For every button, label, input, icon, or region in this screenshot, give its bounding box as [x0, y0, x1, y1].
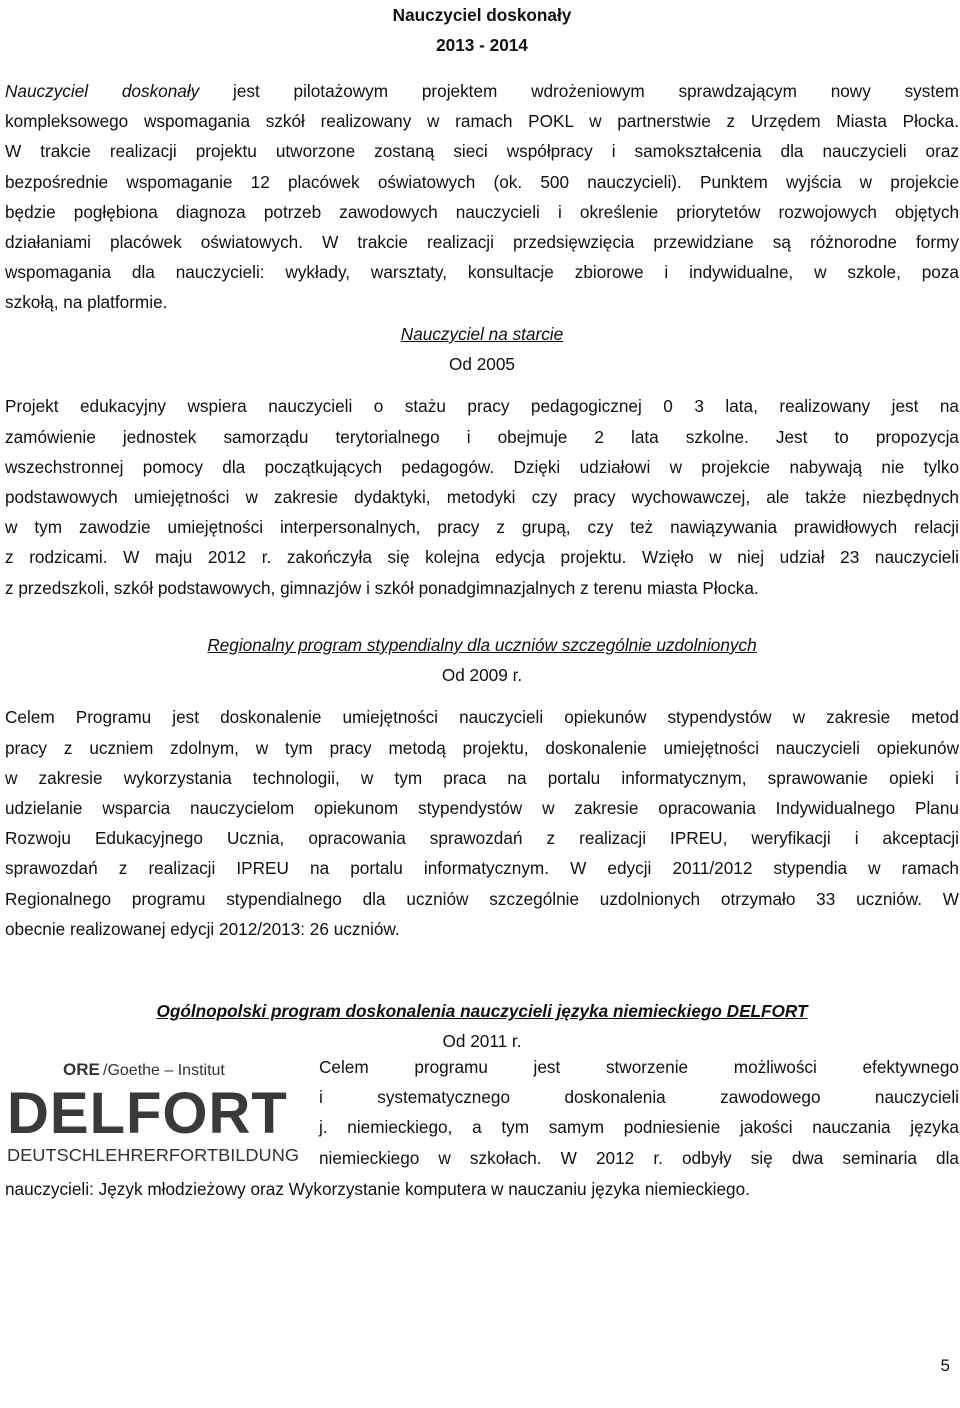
section-nauczyciel-doskonaly [5, 76, 959, 318]
paragraph-line: i systematycznego doskonalenia zawodowego nauczycieli [319, 1087, 959, 1108]
paragraph-line: Rozwoju Edukacyjnego Ucznia, opracowania sprawozdań z realizacji IPREU, weryfikacji i akceptacji [5, 828, 959, 849]
paragraph-line: Regionalnego programu stypendialnego dla uczniów szczególnie uzdolnionych otrzymało 33 uczniów. W [5, 888, 959, 909]
delfort-logo [5, 1055, 301, 1167]
paragraph-line: Projekt edukacyjny wspiera nauczycieli o stażu pracy pedagogicznej 0 3 lata, realizowany jest na [5, 396, 959, 417]
paragraph-line: bezpośrednie wspomaganie 12 placówek oświatowych (ok. 500 nauczycieli). Punktem wyjścia w projekcie [5, 171, 959, 192]
section-nauczyciel-na-starcie [5, 319, 959, 603]
paragraph-line [5, 76, 959, 106]
logo-delfort-text: DELFORT [7, 1081, 288, 1146]
paragraph-line: j. niemieckiego, a tym samym podniesienie jakości nauczania języka [319, 1117, 959, 1138]
paragraph-line: będzie pogłębiona diagnoza potrzeb zawodowych nauczycieli i określenie priorytetów rozwojowych objętych [5, 201, 959, 222]
paragraph-line: wspomagania dla nauczycieli: wykłady, warsztaty, konsultacje zbiorowe i indywidualne, w szkole, poza [5, 262, 959, 283]
logo-goethe-text: /Goethe – Institut [103, 1062, 225, 1079]
paragraph-line: z przedszkoli, szkół podstawowych, gimnazjów i szkół ponadgimnazjalnych z terenu miasta Płocka. [5, 577, 759, 598]
logo-subtitle-text: DEUTSCHLEHRERFORTBILDUNG [7, 1145, 299, 1165]
section-since: Od 2005 [449, 354, 515, 375]
project-name-inline: Nauczyciel doskonały [5, 81, 200, 101]
paragraph-line: kompleksowego wspomagania szkół realizowany w ramach POKL w partnerstwie z Urzędem Miasta Płocka. [5, 111, 959, 132]
paragraph-line: niemieckiego w szkołach. W 2012 r. odbyły się dwa seminaria dla [319, 1147, 959, 1168]
paragraph-line: wszechstronnej pomocy dla początkujących pedagogów. Dzięki udziałowi w projekcie nabywają nie tylko [5, 456, 959, 477]
paragraph-line: W trakcie realizacji projektu utworzone zostaną sieci współpracy i samokształcenia dla nauczycieli oraz [5, 141, 959, 162]
paragraph-line: zamówienie jednostek samorządu terytorialnego i obejmuje 2 lata szkolne. Jest to propozycja [5, 426, 959, 447]
paragraph-line: z rodzicami. W maju 2012 r. zakończyła się kolejna edycja projektu. Wzięło w niej udział 23 nauczycieli [5, 547, 959, 568]
paragraph-line: obecnie realizowanej edycji 2012/2013: 26 uczniów. [5, 918, 400, 939]
section-since: Od 2009 r. [441, 665, 523, 686]
paragraph-line: pracy z uczniem zdolnym, w tym pracy metodą projektu, doskonalenie umiejętności nauczycieli opiekunów [5, 737, 959, 758]
page-number: 5 [940, 1356, 950, 1375]
paragraph-line: działaniami placówek oświatowych. W trakcie realizacji przedsięwzięcia przewidziane są różnorodne formy [5, 232, 959, 253]
page-title: Nauczyciel doskonały [392, 5, 572, 25]
section-title: Ogólnopolski program doskonalenia nauczycieli języka niemieckiego DELFORT [156, 1001, 808, 1021]
page-years: 2013 - 2014 [436, 35, 528, 56]
paragraph-line-rest: jest pilotażowym projektem wdrożeniowym sprawdzającym nowy system [233, 81, 960, 101]
section-title: Nauczyciel na starcie [400, 324, 564, 344]
header-block [5, 0, 959, 60]
section-since: Od 2011 r. [442, 1031, 522, 1051]
delfort-logo-image [5, 1055, 301, 1167]
paragraph-line: nauczycieli: Język młodzieżowy oraz Wykorzystanie komputera w nauczaniu języka niemieckiego. [5, 1179, 750, 1199]
section-title: Regionalny program stypendialny dla uczniów szczególnie uzdolnionych [207, 635, 757, 655]
paragraph-line: sprawozdań z realizacji IPREU na portalu informatycznym. W edycji 2011/2012 stypendia w ramach [5, 858, 959, 879]
paragraph-line: szkołą, na platformie. [5, 292, 168, 313]
paragraph-line: podstawowych umiejętności w zakresie dydaktyki, metodyki czy pracy wychowawczej, ale także niezbędnych [5, 487, 959, 508]
paragraph-line: w tym zawodzie umiejętności interpersonalnych, pracy z grupą, czy też nawiązywania prawidłowych relacji [5, 517, 959, 538]
paragraph-line: Celem Programu jest doskonalenie umiejętności nauczycieli opiekunów stypendystów w zakresie metod [5, 707, 959, 728]
delfort-description [319, 1052, 959, 1173]
paragraph-line: Celem programu jest stworzenie możliwości efektywnego [319, 1057, 959, 1077]
paragraph-line: udzielanie wsparcia nauczycielom opiekunom stypendystów w zakresie opracowania Indywidualnego Planu [5, 798, 959, 819]
paragraph-line: w zakresie wykorzystania technologii, w tym praca na portalu informatycznym, sprawowanie opieki i [5, 767, 959, 788]
logo-ore-text: ORE [63, 1060, 100, 1079]
section-program-stypendialny [5, 630, 959, 944]
